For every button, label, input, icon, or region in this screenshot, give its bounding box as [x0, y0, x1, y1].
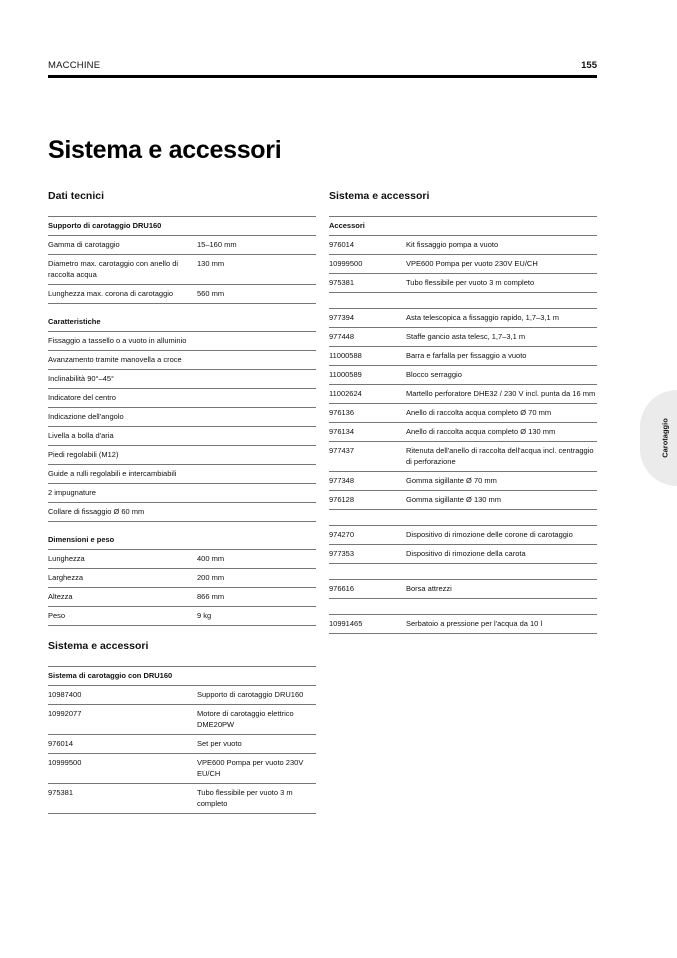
spec-value: 866 mm: [197, 588, 316, 607]
page-header: [48, 60, 597, 80]
table-row: [48, 550, 316, 569]
table-row: [48, 686, 316, 705]
feature-item: 2 impugnature: [48, 484, 316, 503]
group-separator: [329, 510, 597, 526]
table-row: [48, 408, 316, 427]
table-row: [48, 332, 316, 351]
article-code: 977348: [329, 472, 406, 491]
article-desc: Borsa attrezzi: [406, 580, 597, 599]
article-desc: Anello di raccolta acqua completo Ø 70 mm: [406, 404, 597, 423]
accessori-heading: Accessori: [329, 217, 597, 236]
header-rule: [48, 75, 597, 78]
article-desc: Martello perforatore DHE32 / 230 V incl. punta da 16 mm: [406, 385, 597, 404]
dimensioni-table: [48, 531, 316, 626]
spec-key: Lunghezza max. corona di carotaggio: [48, 285, 197, 304]
table-row: [48, 784, 316, 814]
article-desc: Serbatoio a pressione per l'acqua da 10 l: [406, 615, 597, 634]
spec-key: Diametro max. carotaggio con anello di raccolta acqua: [48, 255, 197, 285]
table-row: [329, 309, 597, 328]
group-separator: [329, 293, 597, 309]
table-row: [48, 588, 316, 607]
feature-item: Guide a rulli regolabili e intercambiabili: [48, 465, 316, 484]
table-row: [48, 351, 316, 370]
article-desc: Motore di carotaggio elettrico DME20PW: [197, 705, 316, 735]
table-row: [329, 423, 597, 442]
article-code: 10991465: [329, 615, 406, 634]
table-row: [48, 255, 316, 285]
left-column: [48, 190, 316, 814]
table-row: [48, 389, 316, 408]
table-row: [329, 236, 597, 255]
spec-value: 130 mm: [197, 255, 316, 285]
article-code: 10999500: [48, 754, 197, 784]
article-desc: Ritenuta dell'anello di raccolta dell'acqua incl. centraggio di perforazione: [406, 442, 597, 472]
feature-item: Indicatore del centro: [48, 389, 316, 408]
accessori-section-title: Sistema e accessori: [329, 190, 430, 202]
page-title: Sistema e accessori: [48, 136, 282, 164]
table-row: [48, 465, 316, 484]
article-code: 10999500: [329, 255, 406, 274]
article-desc: Gomma sigillante Ø 70 mm: [406, 472, 597, 491]
table-row: [48, 484, 316, 503]
spec-value: 15–160 mm: [197, 236, 316, 255]
spec-key: Peso: [48, 607, 197, 626]
spec-key: Gamma di carotaggio: [48, 236, 197, 255]
article-code: 10987400: [48, 686, 197, 705]
article-desc: Set per vuoto: [197, 735, 316, 754]
table-row: [48, 236, 316, 255]
supporto-table: [48, 216, 316, 304]
article-desc: Kit fissaggio pompa a vuoto: [406, 236, 597, 255]
table-row: [329, 526, 597, 545]
table-row: [329, 580, 597, 599]
spec-value: 9 kg: [197, 607, 316, 626]
sistema-title: Sistema e accessori: [48, 640, 149, 652]
table-row: [329, 328, 597, 347]
article-desc: Asta telescopica a fissaggio rapido, 1,7–3,1 m: [406, 309, 597, 328]
article-code: 976616: [329, 580, 406, 599]
table-row: [329, 385, 597, 404]
table-row: [329, 274, 597, 293]
spec-key: Altezza: [48, 588, 197, 607]
table-row: [329, 545, 597, 564]
article-code: 977437: [329, 442, 406, 472]
table-row: [48, 754, 316, 784]
feature-item: Avanzamento tramite manovella a croce: [48, 351, 316, 370]
section-label: MACCHINE: [48, 60, 101, 71]
sistema-table: [48, 666, 316, 814]
spec-value: 560 mm: [197, 285, 316, 304]
article-desc: Barra e farfalla per fissaggio a vuoto: [406, 347, 597, 366]
article-code: 11000588: [329, 347, 406, 366]
article-code: 976014: [329, 236, 406, 255]
table-row: [329, 442, 597, 472]
table-row: [329, 366, 597, 385]
feature-item: Inclinabilità 90°–45°: [48, 370, 316, 389]
article-code: 10992077: [48, 705, 197, 735]
table-row: [48, 607, 316, 626]
article-desc: Tubo flessibile per vuoto 3 m completo: [197, 784, 316, 814]
dati-tecnici-title: Dati tecnici: [48, 190, 105, 202]
spec-key: Lunghezza: [48, 550, 197, 569]
article-code: 975381: [329, 274, 406, 293]
article-code: 11000589: [329, 366, 406, 385]
article-code: 977448: [329, 328, 406, 347]
table-row: [329, 404, 597, 423]
article-code: 11002624: [329, 385, 406, 404]
table-row: [329, 255, 597, 274]
article-code: 976136: [329, 404, 406, 423]
article-desc: Gomma sigillante Ø 130 mm: [406, 491, 597, 510]
table-row: [329, 491, 597, 510]
table-row: [48, 285, 316, 304]
article-desc: Supporto di carotaggio DRU160: [197, 686, 316, 705]
article-desc: VPE600 Pompa per vuoto 230V EU/CH: [406, 255, 597, 274]
table-row: [329, 615, 597, 634]
article-code: 975381: [48, 784, 197, 814]
feature-item: Livella a bolla d'aria: [48, 427, 316, 446]
table-row: [48, 705, 316, 735]
table-row: [329, 347, 597, 366]
group-separator: [329, 564, 597, 580]
article-code: 976014: [48, 735, 197, 754]
feature-item: Piedi regolabili (M12): [48, 446, 316, 465]
feature-item: Indicazione dell'angolo: [48, 408, 316, 427]
group-separator: [329, 599, 597, 615]
caratteristiche-table: [48, 313, 316, 522]
accessori-table: [329, 216, 597, 634]
page-number: 155: [581, 60, 597, 71]
table-row: [48, 427, 316, 446]
table-row: [329, 472, 597, 491]
article-code: 977394: [329, 309, 406, 328]
feature-item: Fissaggio a tassello o a vuoto in alluminio: [48, 332, 316, 351]
article-desc: Staffe gancio asta telesc, 1,7–3,1 m: [406, 328, 597, 347]
table-row: [48, 446, 316, 465]
dimensioni-heading: Dimensioni e peso: [48, 535, 115, 544]
article-desc: Dispositivo di rimozione delle corone di carotaggio: [406, 526, 597, 545]
spec-value: 200 mm: [197, 569, 316, 588]
table-row: [48, 503, 316, 522]
table-row: [48, 735, 316, 754]
article-code: 976128: [329, 491, 406, 510]
table-row: [48, 569, 316, 588]
article-desc: Dispositivo di rimozione della carota: [406, 545, 597, 564]
table-row: [48, 370, 316, 389]
article-desc: Tubo flessibile per vuoto 3 m completo: [406, 274, 597, 293]
caratteristiche-heading: Caratteristiche: [48, 317, 101, 326]
article-desc: VPE600 Pompa per vuoto 230V EU/CH: [197, 754, 316, 784]
chapter-tab-label: Carotaggio: [659, 418, 669, 458]
spec-value: 400 mm: [197, 550, 316, 569]
article-desc: Anello di raccolta acqua completo Ø 130 mm: [406, 423, 597, 442]
right-column: [329, 190, 597, 634]
article-code: 974270: [329, 526, 406, 545]
chapter-tab[interactable]: [640, 390, 677, 486]
spec-key: Larghezza: [48, 569, 197, 588]
article-desc: Blocco serraggio: [406, 366, 597, 385]
sistema-heading: Sistema di carotaggio con DRU160: [48, 667, 316, 686]
article-code: 977353: [329, 545, 406, 564]
feature-item: Collare di fissaggio Ø 60 mm: [48, 503, 316, 522]
supporto-heading: Supporto di carotaggio DRU160: [48, 217, 316, 236]
article-code: 976134: [329, 423, 406, 442]
